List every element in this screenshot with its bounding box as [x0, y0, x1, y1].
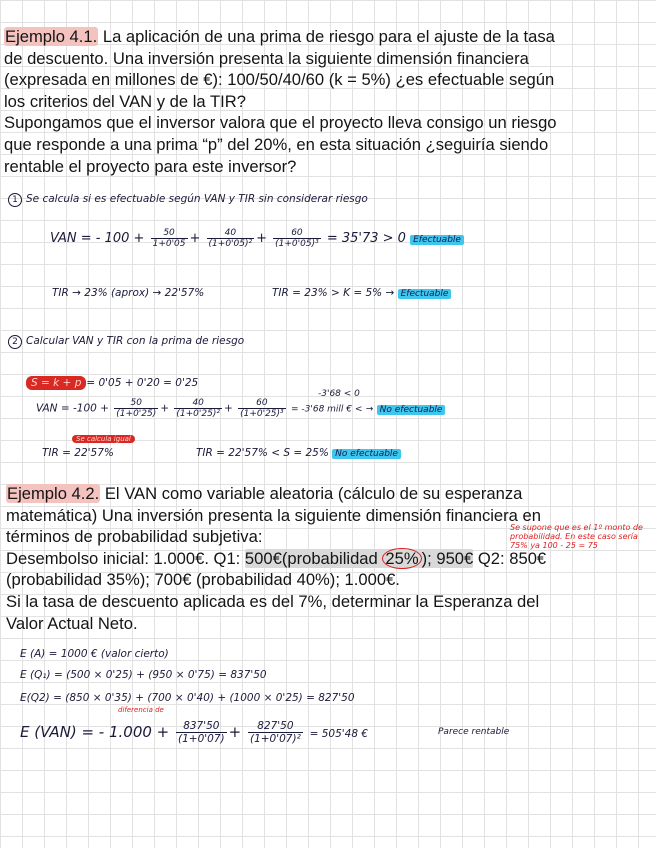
van2-result: = -3'68 mill € <	[291, 404, 363, 415]
van-f2-num: 40	[207, 228, 255, 239]
ejemplo-4-1-line6: que responde a una prima “p” del 20%, en esta situación ¿seguiría siendo	[4, 134, 549, 154]
evan-f2-num: 827'50	[248, 720, 303, 733]
red-annotation-l3: 75% ya 100 - 25 = 75	[510, 541, 598, 550]
van2-no-efectuable-tag: No efectuable	[377, 405, 446, 415]
evan-f1-den: (1+0'07)	[178, 733, 225, 745]
evan-f1-num: 837'50	[176, 720, 227, 733]
ejemplo-4-1-line3: (expresada en millones de €): 100/50/40/60 (k = 5%) ¿es efectuable según	[4, 70, 555, 90]
step1-number: 1	[8, 193, 22, 207]
tir-same-row	[72, 435, 135, 443]
circled-probability: 25%	[382, 548, 421, 569]
van2-above-note: -3'68 < 0	[318, 389, 360, 399]
s-tag: S = k + p	[26, 376, 86, 390]
ejemplo-4-1-line7: rentable el proyecto para este inversor?	[4, 156, 297, 176]
ejemplo-4-1-line2: de descuento. Una inversión presenta la siguiente dimensión financiera	[4, 48, 529, 68]
line4-a: Desembolso inicial: 1.000€. Q1:	[6, 548, 245, 568]
evan-note: Parece rentable	[438, 727, 510, 737]
evan-fraction-1	[176, 720, 227, 745]
tir-compare-row	[272, 287, 451, 299]
s-formula	[26, 377, 198, 389]
step2-number: 2	[8, 335, 22, 349]
van-efectuable-tag: Efectuable	[410, 235, 464, 245]
ejemplo-4-2-line6: Si la tasa de descuento aplicada es del 7%, determinar la Esperanza del	[6, 591, 540, 611]
tir2-compare-row	[196, 447, 401, 459]
ejemplo-4-2-line7: Valor Actual Neto.	[6, 613, 138, 633]
van-fraction-1	[151, 228, 188, 249]
red-annotation-l2: probabilidad. En este caso sería	[510, 532, 638, 541]
step1-title: Se calcula si es efectuable según VAN y TIR sin considerar riesgo	[26, 193, 368, 205]
van2-fraction-1	[114, 398, 158, 419]
ejemplo-4-1-text	[4, 26, 652, 177]
van2-f1-den: (1+0'25)	[116, 409, 157, 419]
tir-compare: TIR = 23% > K = 5% →	[272, 287, 395, 299]
ejemplo-4-2-line3: términos de probabilidad subjetiva:	[6, 527, 263, 547]
evan-lhs: E (VAN) = - 1.000 +	[20, 723, 170, 741]
evan-f2-den: (1+0'07)²	[249, 733, 301, 745]
e-q2: E(Q2) = (850 × 0'35) + (700 × 0'40) + (1000 × 0'25) = 827'50	[20, 692, 355, 704]
van-f3-num: 60	[273, 228, 321, 239]
ejemplo-4-2-line2: matemática) Una inversión presenta la siguiente dimensión financiera en	[6, 505, 541, 525]
van2-f3-den: (1+0'25)³	[240, 409, 284, 419]
van2-fraction-3	[238, 398, 286, 419]
e-q1: E (Q₁) = (500 × 0'25) + (950 × 0'75) = 837'50	[20, 669, 267, 681]
van2-fraction-2	[174, 398, 222, 419]
step2-heading	[8, 335, 244, 349]
van2-f2-den: (1+0'25)²	[176, 409, 220, 419]
tir-same-tag: Se calcula igual	[72, 435, 135, 443]
ejemplo-4-2-line5: (probabilidad 35%); 700€ (probabilidad 40%); 1.000€.	[6, 570, 400, 590]
line4-e: Q2: 850€	[473, 548, 547, 568]
evan-fraction-2	[248, 720, 303, 745]
van-formula: VAN = - 100 + $\frac{50}{1+0'05}$ + $\frac{40}{\text{(1+0'05)²}}$ + $\frac{60}{\text{(1+0'05)³}}$ = 35'73 > 0 Efectuable	[50, 228, 464, 249]
ejemplo-4-2-text	[6, 483, 654, 634]
van2-lhs: VAN = -100 +	[36, 402, 109, 415]
van-f1-den: 1+0'05	[152, 239, 186, 249]
evan-result: = 505'48 €	[309, 728, 369, 740]
ejemplo-4-2-line1: El VAN como variable aleatoria (cálculo de su esperanza	[100, 484, 523, 503]
van2-formula: VAN = -100 + $\frac{50}{(1+0'25)}$ + $\frac{40}{\text{(1+0'25)²}}$ + $\frac{60}{\text{(1+0'25)³}}$ = -3'68 mill € < → No efectuable	[36, 398, 445, 419]
tir-calc: TIR → 23% (aprox) → 22'57%	[52, 287, 205, 299]
tir-efectuable-tag: Efectuable	[398, 289, 452, 299]
step2-title: Calcular VAN y TIR con la prima de riesgo	[26, 335, 245, 347]
van-fraction-3	[273, 228, 321, 249]
step1-heading	[8, 193, 368, 207]
van-lhs: VAN = - 100 +	[50, 231, 145, 246]
van2-f1-num: 50	[114, 398, 158, 409]
line4-d: ); 950€	[421, 548, 474, 568]
van-result: = 35'73 > 0	[326, 231, 406, 246]
tir2-no-efectuable-tag: No efectuable	[332, 449, 401, 459]
tir2-compare: TIR = 22'57% < S = 25%	[196, 447, 329, 459]
line4-highlight	[245, 549, 473, 568]
ejemplo-4-2-line4	[6, 548, 654, 570]
ejemplo-4-1-line5: Supongamos que el inversor valora que el proyecto lleva consigo un riesgo	[4, 113, 557, 133]
ejemplo-4-1-line4: los criterios del VAN y de la TIR?	[4, 91, 246, 111]
ejemplo-4-2-label: Ejemplo 4.2.	[7, 484, 100, 503]
van-fraction-2	[207, 228, 255, 249]
van-f1-num: 50	[151, 228, 188, 239]
tir2: TIR = 22'57%	[42, 447, 114, 459]
evan-formula: E (VAN) = - 1.000 + $\frac{837'50}{(1+0'07)}$ + $\frac{827'50}{\text{(1+0'07)²}}$ = 505'48 €	[20, 720, 369, 745]
van2-f2-num: 40	[174, 398, 222, 409]
van-f2-den: (1+0'05)²	[208, 239, 253, 249]
ejemplo-4-1-label: Ejemplo 4.1.	[5, 27, 98, 46]
red-annotation-l1: Se supone que es el 1º monto de	[510, 523, 643, 532]
s-rest: = 0'05 + 0'20 = 0'25	[86, 377, 199, 389]
red-annotation	[510, 523, 643, 550]
line4-b: 500€(probabilidad	[244, 548, 383, 568]
van-f3-den: (1+0'05)³	[275, 239, 319, 249]
e-q2-sub: diferencia de	[118, 706, 164, 714]
e-a: E (A) = 1000 € (valor cierto)	[20, 648, 169, 660]
ejemplo-4-1-line1: La aplicación de una prima de riesgo para el ajuste de la tasa	[98, 27, 555, 46]
van2-f3-num: 60	[238, 398, 286, 409]
